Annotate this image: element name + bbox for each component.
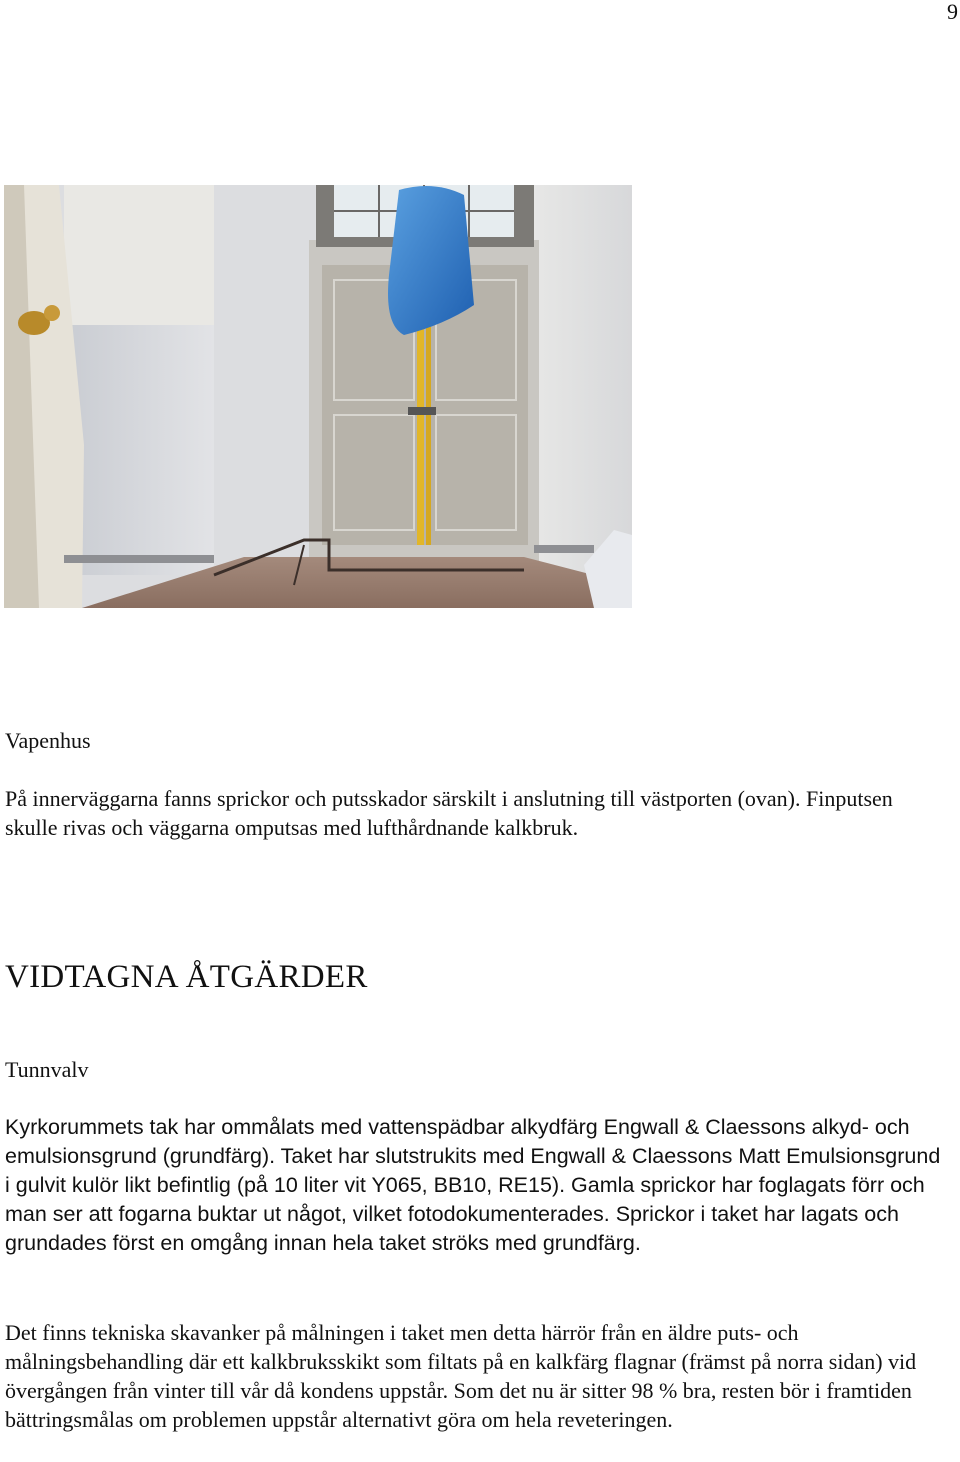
section-heading: VIDTAGNA ÅTGÄRDER <box>5 959 368 995</box>
paragraph-tunnvalv-1: Kyrkorummets tak har ommålats med vattenspädbar alkydfärg Engwall & Claessons alkyd- och emulsionsgrund (grundfärg). Taket har slutstrukits med Engwall & Claessons Matt Emulsionsgrund i gulvit kulör likt befintlig (på 10 liter vit Y065, BB10, RE15). Gamla sprickor har foglagats förr och man ser att fogarna buktar ut något, vilket fotodokumenterades. Sprickor i taket har lagats och grundades först en omgång innan hela taket ströks med grundfärg. <box>5 1115 941 1255</box>
caption-vapenhus: Vapenhus <box>5 728 91 753</box>
paragraph-tunnvalv-2: Det finns tekniska skavanker på målningen i taket men detta härrör från en äldre puts- och målningsbehandling där ett kalkbruksskikt som filtats på en kalkfärg flagnar (främst på norra sidan) vid övergången från vinter till vår då kondens uppstår. Som det nu är sitter 98 % bra, resten bör i framtiden bättringsmålas om problemen uppstår alternativt göra om hela reveteringen. <box>5 1320 917 1432</box>
page-number: 9 <box>947 0 958 24</box>
paragraph-vapenhus: På innerväggarna fanns sprickor och putsskador särskilt i anslutning till västporten (ovan). Finputsen skulle rivas och väggarna omputsas med lufthårdnande kalkbruk. <box>5 786 893 840</box>
subheading-tunnvalv: Tunnvalv <box>5 1057 89 1082</box>
photo-west-door-porch <box>4 185 632 608</box>
